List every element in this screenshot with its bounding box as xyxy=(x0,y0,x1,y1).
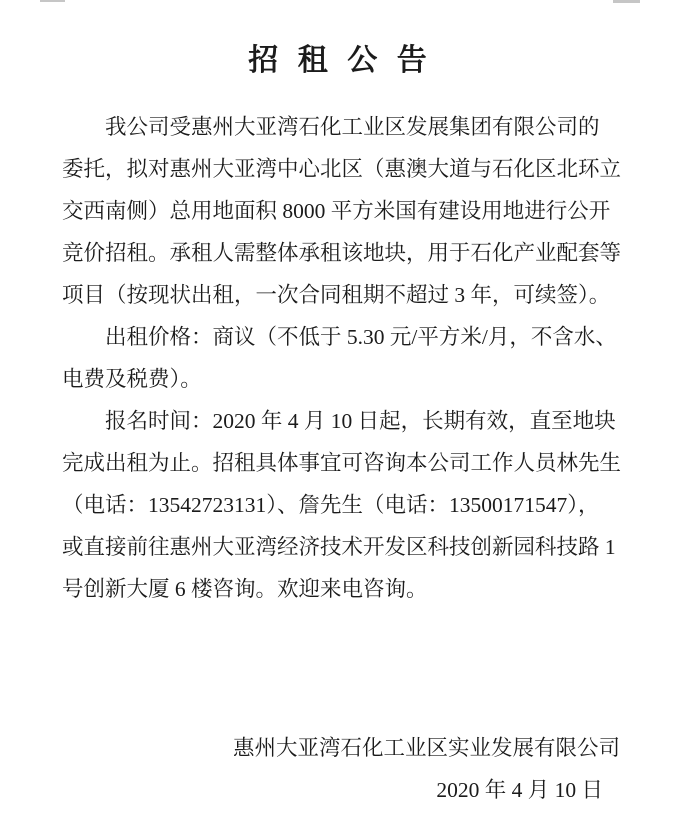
page-edge-artifact-right xyxy=(613,0,640,3)
body-line: 出租价格：商议（不低于 5.30 元/平方米/月，不含水、 xyxy=(105,325,617,349)
body-line: 或直接前往惠州大亚湾经济技术开发区科技创新园科技路 1 xyxy=(62,535,616,559)
document-body xyxy=(62,106,624,610)
body-line: 项目（按现状出租，一次合同租期不超过 3 年，可续签）。 xyxy=(62,283,611,307)
body-line: 电费及税费）。 xyxy=(62,367,202,391)
footer-company-signature: 惠州大亚湾石化工业区实业发展有限公司 xyxy=(232,736,620,760)
body-line: 交西南侧）总用地面积 8000 平方米国有建设用地进行公开 xyxy=(62,199,611,223)
footer-date: 2020 年 4 月 10 日 xyxy=(436,778,603,802)
body-line: 我公司受惠州大亚湾石化工业区发展集团有限公司的 xyxy=(105,115,600,139)
body-line: （电话：13542723131）、詹先生（电话：13500171547）， xyxy=(62,493,600,517)
body-line: 竞价招租。承租人需整体承租该地块，用于石化产业配套等 xyxy=(62,241,622,265)
body-line: 号创新大厦 6 楼咨询。欢迎来电咨询。 xyxy=(62,577,428,601)
body-line: 完成出租为止。招租具体事宜可咨询本公司工作人员林先生 xyxy=(62,451,622,475)
document-title: 招 租 公 告 xyxy=(248,44,430,77)
body-line: 报名时间：2020 年 4 月 10 日起，长期有效，直至地块 xyxy=(105,409,616,433)
page-edge-artifact-left xyxy=(40,0,65,2)
body-line: 委托，拟对惠州大亚湾中心北区（惠澳大道与石化区北环立 xyxy=(62,157,622,181)
